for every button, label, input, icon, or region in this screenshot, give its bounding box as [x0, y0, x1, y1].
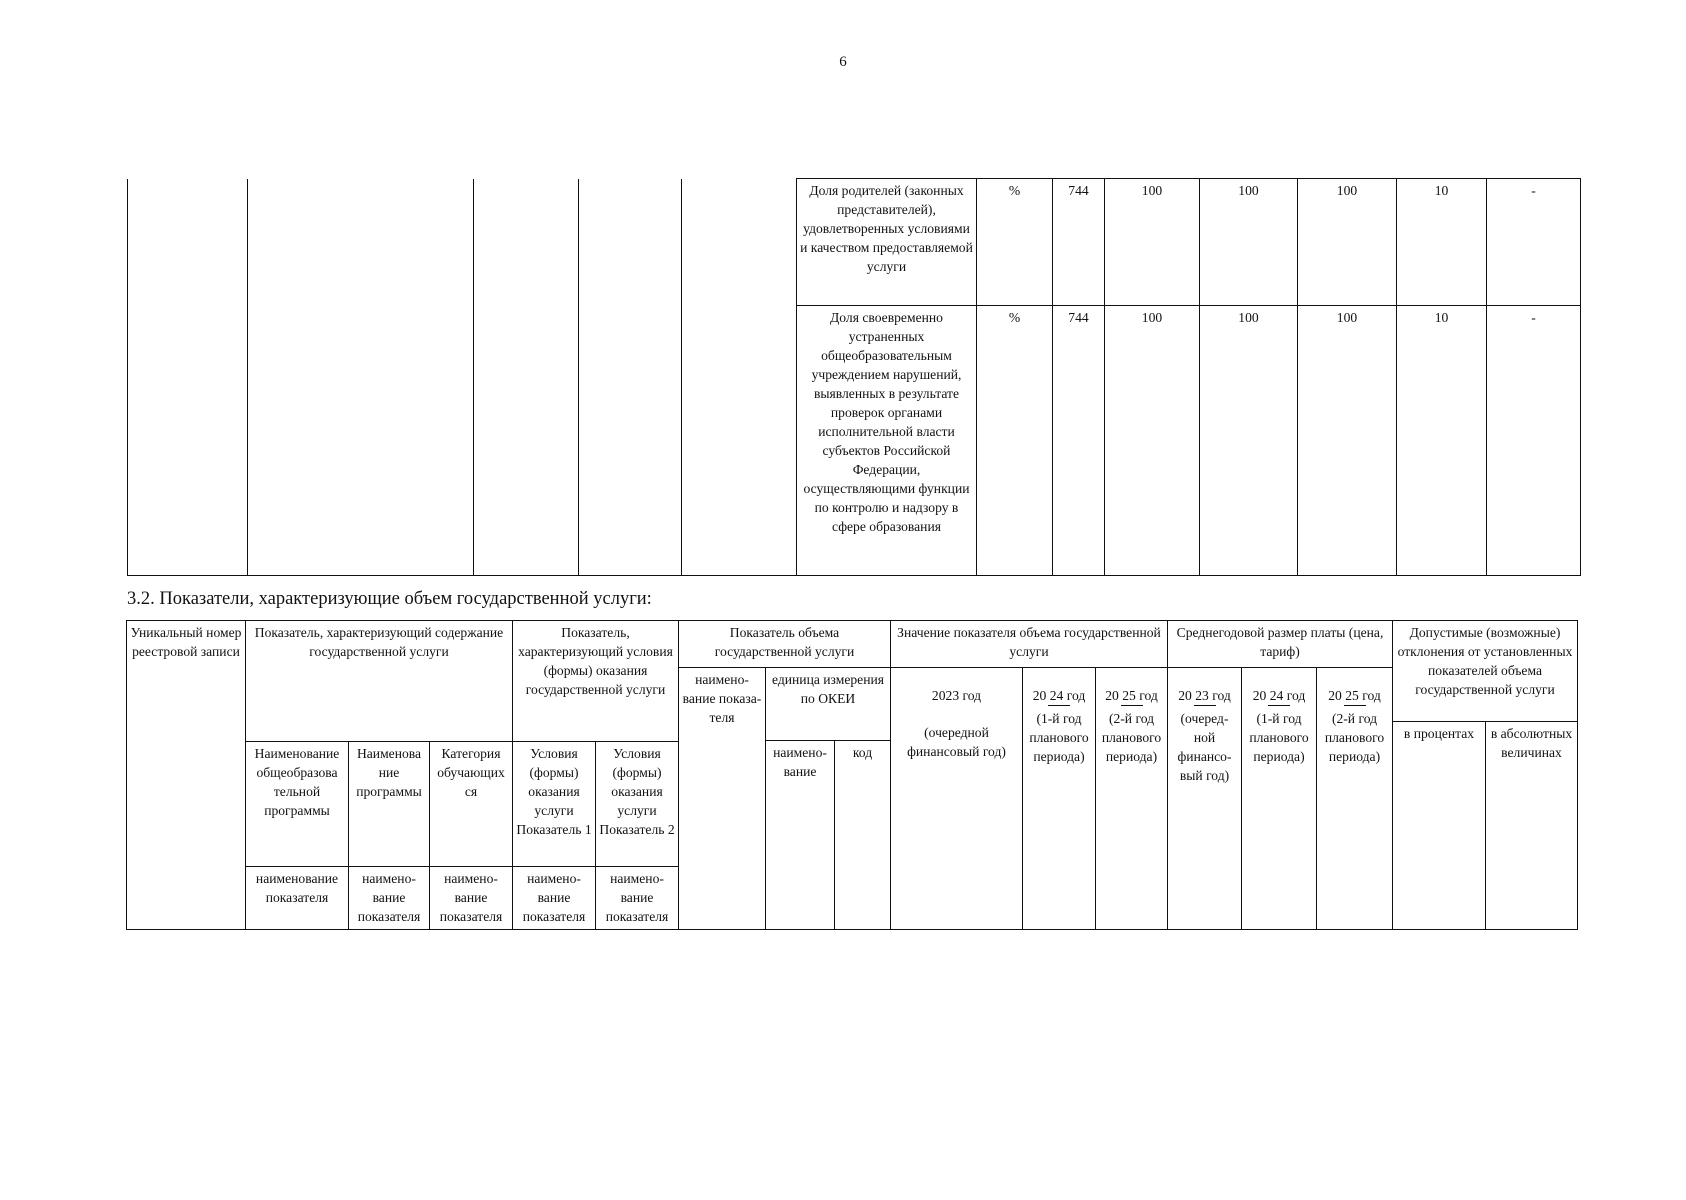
- indicator-name: Доля своевременно устраненных общеобразовательным учреждением нарушений, выявленных в результате проверок органами исполнительной власти субъектов Российской Федерации, осуществляющими функции по контролю и надзору в сфере образования: [797, 306, 977, 576]
- empty-cell: [128, 306, 248, 576]
- quality-indicators-table-continued: [127, 178, 1581, 576]
- header-year-2023: [890, 667, 1023, 930]
- fee-2025-note: (2-й год планового периода): [1324, 711, 1385, 764]
- year-2025-label: 20 25 год: [1105, 688, 1158, 703]
- empty-cell: [128, 179, 248, 306]
- header-name-indicator-4: наимено- вание показателя: [512, 866, 596, 930]
- header-average-fee: Среднегодовой размер платы (цена, тариф): [1167, 620, 1393, 668]
- deviation-percent: 10: [1397, 179, 1487, 306]
- empty-cell: [474, 306, 579, 576]
- header-deviations: Допустимые (возможные) отклонения от установленных показателей объема государственной услуги: [1392, 620, 1578, 722]
- value-2025: 100: [1298, 306, 1397, 576]
- empty-cell: [682, 306, 797, 576]
- fee-2024-note: (1-й год планового периода): [1249, 711, 1309, 764]
- header-condition-2: Условия (формы) оказания услуги Показатель 2: [595, 741, 679, 867]
- table-row: [128, 306, 1581, 576]
- fee-2023-label: 20 23 год: [1178, 688, 1231, 703]
- header-unit-code: код: [834, 740, 891, 930]
- empty-cell: [579, 306, 682, 576]
- empty-cell: [248, 179, 474, 306]
- header-fee-2025: [1316, 667, 1393, 930]
- unit-code: 744: [1053, 306, 1105, 576]
- header-year-2024: [1022, 667, 1096, 930]
- header-program: Наименова ние программы: [348, 741, 430, 867]
- header-student-category: Категория обучающих ся: [429, 741, 513, 867]
- empty-cell: [682, 179, 797, 306]
- header-fee-2024: [1241, 667, 1317, 930]
- year-2023-note: (очередной финансовый год): [907, 725, 1006, 759]
- empty-cell: [248, 306, 474, 576]
- header-volume-value: Значение показателя объема государственной услуги: [890, 620, 1168, 668]
- header-content-indicator: Показатель, характеризующий содержание государственной услуги: [245, 620, 513, 742]
- header-volume-indicator: Показатель объема государственной услуги: [678, 620, 891, 668]
- fee-2024-label: 20 24 год: [1252, 688, 1306, 703]
- header-in-percent: в процентах: [1392, 721, 1486, 930]
- header-name-indicator-2: наимено- вание показателя: [348, 866, 430, 930]
- table-row: [128, 179, 1581, 306]
- unit-code: 744: [1053, 179, 1105, 306]
- value-2024: 100: [1200, 306, 1298, 576]
- header-in-absolute: в абсолютных величинах: [1485, 721, 1578, 930]
- header-program-name: Наименование общеобразова тельной программы: [245, 741, 349, 867]
- fee-2025-label: 20 25 год: [1328, 688, 1381, 703]
- header-name-indicator-1: наименование показателя: [245, 866, 349, 930]
- value-2023: 100: [1105, 306, 1200, 576]
- year-2024-note: (1-й год планового периода): [1029, 711, 1089, 764]
- header-conditions-indicator: Показатель, характеризующий условия (формы) оказания государственной услуги: [512, 620, 679, 742]
- deviation-percent: 10: [1397, 306, 1487, 576]
- unit-name: %: [977, 179, 1053, 306]
- indicator-name: Доля родителей (законных представителей), удовлетворенных условиями и качеством предоставляемой услуги: [797, 179, 977, 306]
- value-2023: 100: [1105, 179, 1200, 306]
- empty-cell: [579, 179, 682, 306]
- year-2024-label: 20 24 год: [1032, 688, 1086, 703]
- deviation-absolute: -: [1487, 179, 1581, 306]
- year-2023-label: 2023 год: [931, 688, 982, 703]
- unit-name: %: [977, 306, 1053, 576]
- header-indicator-name: наимено- вание показа- теля: [678, 667, 766, 930]
- value-2025: 100: [1298, 179, 1397, 306]
- header-unit-okei: единица измерения по ОКЕИ: [765, 667, 891, 741]
- deviation-absolute: -: [1487, 306, 1581, 576]
- header-name-indicator-5: наимено- вание показателя: [595, 866, 679, 930]
- page-number: 6: [839, 54, 847, 70]
- empty-cell: [474, 179, 579, 306]
- header-name-indicator-3: наимено- вание показателя: [429, 866, 513, 930]
- header-fee-2023: [1167, 667, 1242, 930]
- fee-2023-note: (очеред- ной финансо- вый год): [1177, 711, 1232, 783]
- header-unique-number: Уникальный номер реестровой записи: [126, 620, 246, 930]
- volume-indicators-table: [126, 620, 1578, 930]
- header-unit-name: наимено- вание: [765, 740, 835, 930]
- header-year-2025: [1095, 667, 1168, 930]
- header-condition-1: Условия (формы) оказания услуги Показатель 1: [512, 741, 596, 867]
- section-title: 3.2. Показатели, характеризующие объем государственной услуги:: [127, 589, 652, 609]
- value-2024: 100: [1200, 179, 1298, 306]
- year-2025-note: (2-й год планового периода): [1101, 711, 1162, 764]
